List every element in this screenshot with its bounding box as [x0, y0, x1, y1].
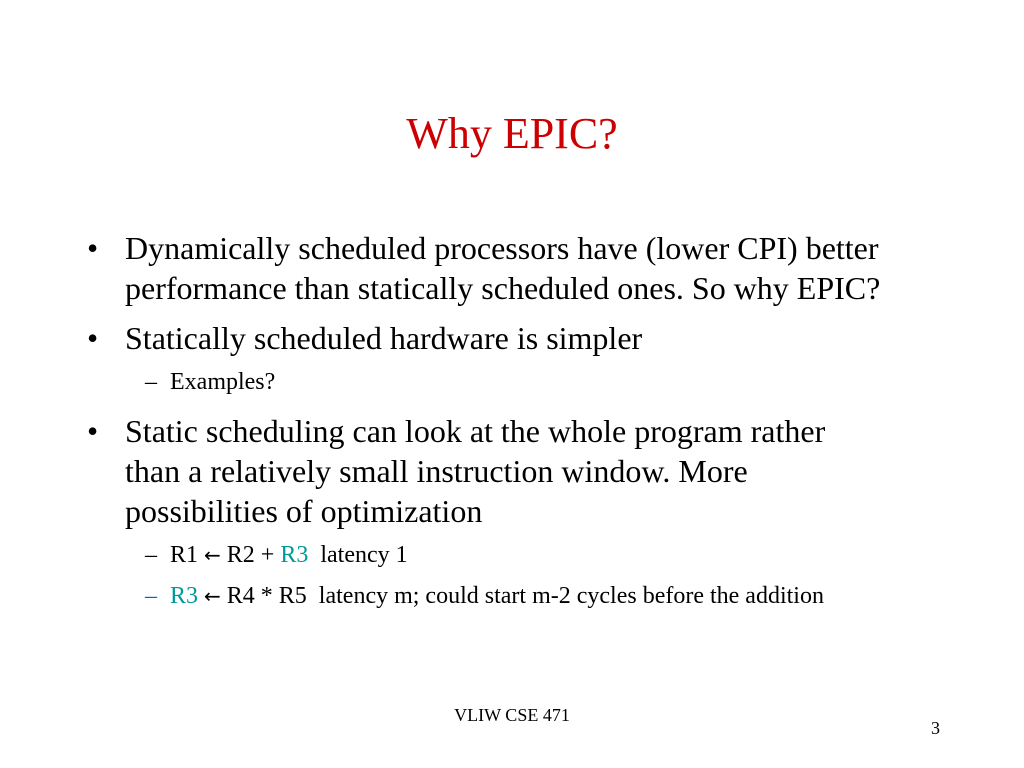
sub-bullet-text [170, 539, 890, 572]
sub-bullet-text: Examples? [170, 369, 276, 395]
register-r3: R3 [170, 583, 199, 609]
slide-footer: VLIW CSE 471 [454, 705, 570, 725]
bullet-marker: • [87, 413, 99, 449]
register-r1: R1 [170, 542, 199, 568]
bullet-text: Static scheduling can look at the whole program rather than a relatively small instruction window. More possibilities of optimization [125, 413, 826, 529]
bullet-marker: • [87, 230, 99, 266]
left-arrow-icon: ← [204, 584, 221, 608]
sub-bullet-marker: – [145, 369, 157, 395]
bullet-text: Dynamically scheduled processors have (lower CPI) better performance than statically scheduled ones. So why EPIC? [125, 230, 881, 306]
left-arrow-icon: ← [204, 543, 221, 567]
slide-title: Why EPIC? [406, 109, 618, 158]
bullet-text: Statically scheduled hardware is simpler [125, 320, 643, 356]
sub-bullet-text [170, 580, 870, 613]
page-number: 3 [931, 718, 940, 738]
expression: R4 * R5 latency m; could start m-2 cycles before the addition [226, 583, 824, 609]
sub-bullet-marker: – [145, 583, 157, 609]
bullet-marker: • [87, 320, 99, 356]
expression: R2 + [226, 542, 275, 568]
latency-note: latency 1 [320, 542, 408, 568]
sub-bullet-marker: – [145, 542, 157, 568]
register-r3: R3 [280, 542, 309, 568]
